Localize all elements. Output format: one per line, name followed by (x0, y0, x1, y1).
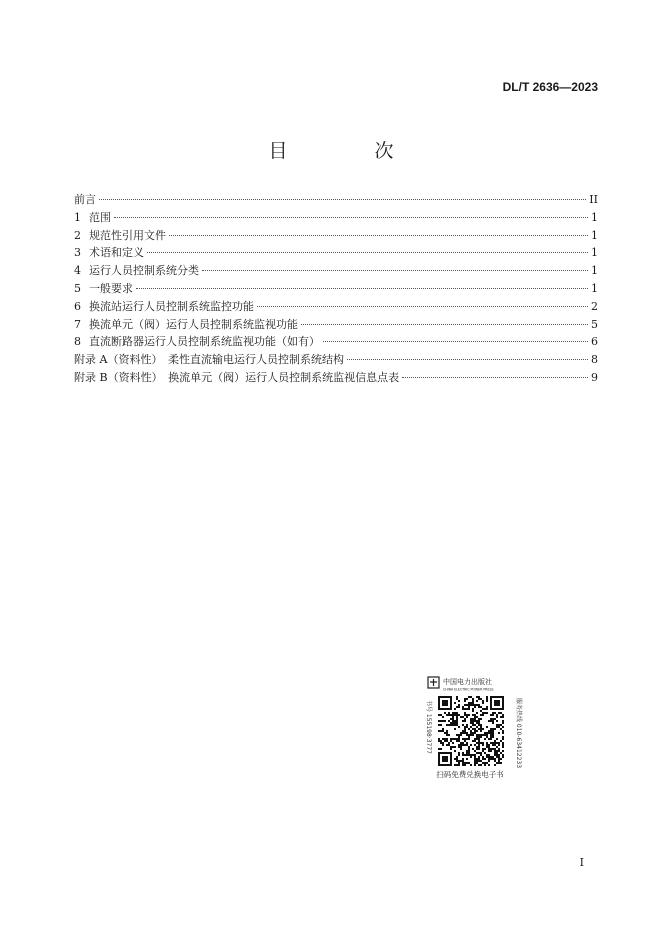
table-of-contents (74, 191, 598, 387)
toc-entry-page: 6 (591, 335, 598, 349)
toc-entry-label: 一般要求 (89, 281, 133, 295)
toc-entry-page: 1 (591, 264, 598, 278)
toc-entry-label: 运行人员控制系统分类 (89, 264, 199, 278)
toc-leader-dots (169, 235, 588, 236)
toc-entry-number: 3 (74, 246, 81, 260)
toc-leader-dots (323, 341, 588, 342)
publisher-name-cn: 中国电力出版社 (443, 678, 492, 686)
toc-leader-dots (347, 359, 588, 360)
toc-entry-number: 7 (74, 317, 81, 331)
toc-entry[interactable] (74, 191, 598, 209)
publisher-logo (428, 676, 512, 692)
toc-entry[interactable] (74, 351, 598, 369)
toc-entry-number: 2 (74, 228, 81, 242)
toc-leader-dots (147, 252, 588, 253)
toc-entry[interactable] (74, 262, 598, 280)
toc-entry-number: 4 (74, 264, 81, 278)
toc-entry-page: 9 (591, 370, 598, 384)
toc-entry-label: 范围 (89, 210, 111, 224)
isbn-text: 书号 155198·3777 (425, 700, 432, 754)
page-title: 目 次 (268, 140, 428, 162)
publisher-qr-block (418, 672, 522, 790)
toc-entry[interactable] (74, 244, 598, 262)
toc-entry[interactable] (74, 280, 598, 298)
toc-entry-number: 6 (74, 299, 81, 313)
toc-entry-label: 换流站运行人员控制系统监控功能 (89, 299, 254, 313)
toc-entry[interactable] (74, 227, 598, 245)
toc-leader-dots (301, 324, 588, 325)
toc-entry-number: 5 (74, 281, 81, 295)
toc-entry[interactable] (74, 369, 598, 387)
isbn-code (420, 696, 430, 776)
toc-entry[interactable] (74, 209, 598, 227)
toc-entry-label: 术语和定义 (89, 246, 144, 260)
toc-entry-page: 1 (591, 228, 598, 242)
toc-leader-dots (136, 288, 588, 289)
service-hotline (514, 696, 524, 776)
toc-entry[interactable] (74, 316, 598, 334)
toc-leader-dots (99, 199, 586, 200)
toc-entry-page: II (589, 193, 598, 206)
qr-caption: 扫码免费兑换电子书 (436, 770, 504, 779)
page-number: I (579, 856, 584, 869)
publisher-name-en: CHINA ELECTRIC POWER PRESS (443, 687, 494, 692)
toc-entry-page: 1 (591, 281, 598, 295)
toc-entry-number: 8 (74, 335, 81, 349)
toc-entry-page: 1 (591, 210, 598, 224)
toc-leader-dots (202, 270, 588, 271)
toc-entry-number: 1 (74, 210, 81, 224)
toc-entry-label: 规范性引用文件 (89, 228, 166, 242)
toc-entry[interactable] (74, 333, 598, 351)
toc-entry-page: 5 (591, 317, 598, 331)
toc-entry[interactable] (74, 298, 598, 316)
qr-code-icon[interactable] (438, 696, 504, 766)
toc-entry-label: 换流单元（阀）运行人员控制系统监视功能 (89, 317, 298, 331)
document-code: DL/T 2636—2023 (502, 80, 598, 94)
hotline-text: 服务热线 010-63412233 (515, 698, 522, 769)
toc-entry-label: 附录 A（资料性） 柔性直流输电运行人员控制系统结构 (74, 353, 344, 367)
toc-leader-dots (402, 377, 588, 378)
toc-entry-label: 前言 (74, 193, 96, 206)
toc-entry-label: 附录 B（资料性） 换流单元（阀）运行人员控制系统监视信息点表 (74, 370, 400, 384)
toc-entry-page: 2 (591, 299, 598, 313)
toc-entry-label: 直流断路器运行人员控制系统监视功能（如有） (89, 335, 320, 349)
toc-leader-dots (114, 217, 588, 218)
toc-entry-page: 8 (591, 353, 598, 367)
toc-entry-page: 1 (591, 246, 598, 260)
toc-leader-dots (257, 306, 588, 307)
